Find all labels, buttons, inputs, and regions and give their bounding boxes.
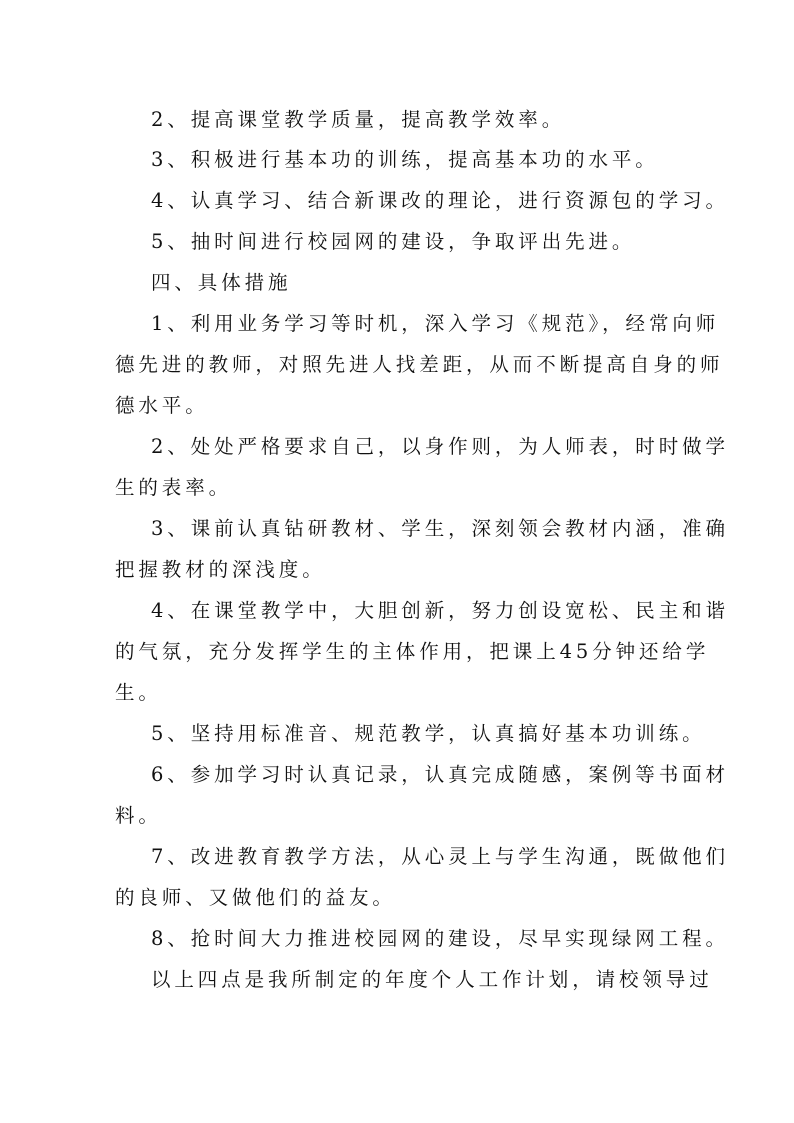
measure-1-line-3: 德水平。 bbox=[115, 394, 209, 417]
measure-1-line-2: 德先进的教师，对照先进人找差距，从而不断提高自身的师 bbox=[115, 353, 724, 376]
section-heading-measures: 四、具体措施 bbox=[151, 271, 292, 294]
closing-paragraph-line-1: 以上四点是我所制定的年度个人工作计划，请校领导过 bbox=[151, 968, 713, 991]
measure-1-line-1: 1、利用业务学习等时机，深入学习《规范》，经常向师 bbox=[151, 312, 720, 335]
measure-3-line-1: 3、课前认真钻研教材、学生，深刻领会教材内涵，准确 bbox=[151, 517, 729, 540]
measure-7-line-1: 7、改进教育教学方法，从心灵上与学生沟通，既做他们 bbox=[151, 845, 729, 868]
measure-4-line-1: 4、在课堂教学中，大胆创新，努力创设宽松、民主和谐 bbox=[151, 599, 729, 622]
measure-4-line-3: 生。 bbox=[115, 681, 162, 704]
measure-6-line-2: 料。 bbox=[115, 804, 162, 827]
goal-item-2: 2、提高课堂教学质量，提高教学效率。 bbox=[151, 108, 566, 131]
measure-6-line-1: 6、参加学习时认真记录，认真完成随感，案例等书面材 bbox=[151, 763, 729, 786]
measure-7-line-2: 的良师、又做他们的益友。 bbox=[115, 886, 396, 909]
measure-5-line-1: 5、坚持用标准音、规范教学，认真搞好基本功训练。 bbox=[151, 722, 706, 745]
goal-item-5: 5、抽时间进行校园网的建设，争取评出先进。 bbox=[151, 230, 636, 253]
measure-4-line-2: 的气氛，充分发挥学生的主体作用，把课上45分钟还给学 bbox=[115, 640, 710, 663]
goal-item-3: 3、积极进行基本功的训练，提高基本功的水平。 bbox=[151, 148, 659, 171]
measure-2-line-2: 生的表率。 bbox=[115, 476, 233, 499]
goal-item-4: 4、认真学习、结合新课改的理论，进行资源包的学习。 bbox=[151, 189, 729, 212]
measure-8-line-1: 8、抢时间大力推进校园网的建设，尽早实现绿网工程。 bbox=[151, 927, 729, 950]
measure-2-line-1: 2、处处严格要求自己，以身作则，为人师表，时时做学 bbox=[151, 435, 729, 458]
measure-3-line-2: 把握教材的深浅度。 bbox=[115, 558, 326, 581]
